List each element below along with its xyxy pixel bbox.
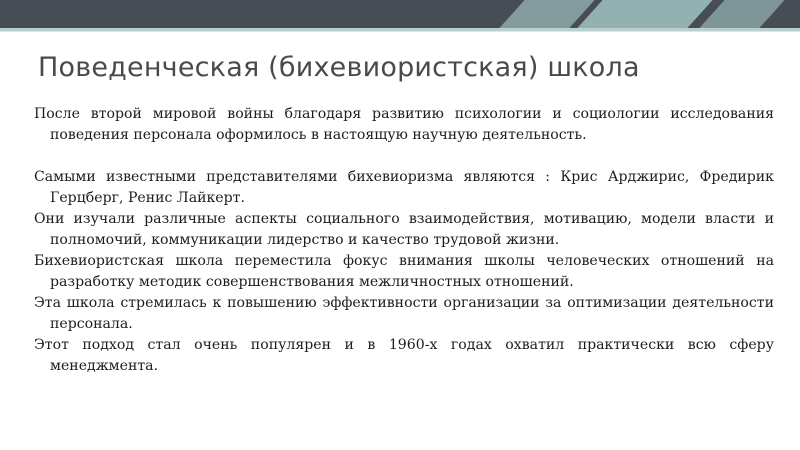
paragraph-research-topics: Они изучали различные аспекты социального взаимодействия, мотивацию, модели власти и полномочий, коммуникации лидерство и качество трудовой жизни. (34, 211, 774, 248)
slide-header-bar (0, 0, 800, 28)
paragraph-representatives: Самыми известными представителями бихевиоризма являются : Крис Арджирис, Фредирик Герцберг, Ренис Лайкерт. (34, 169, 774, 206)
paragraph-efficiency: Эта школа стремилась к повышению эффективности организации за оптимизации деятельности персонала. (34, 295, 774, 332)
paragraph-focus-shift: Бихевиористская школа переместила фокус внимания школы человеческих отношений на разработку методик совершенствования межличностных отношений. (34, 253, 774, 290)
header-accent-stripe (699, 0, 784, 28)
paragraph-post-war: После второй мировой войны благодаря развитию психологии и социологии исследования поведения персонала оформилось в настоящую научную деятельность. (34, 106, 774, 143)
header-accent-stripe (577, 0, 712, 28)
slide-title: Поведенческая (бихевиористская) школа (38, 52, 640, 83)
slide-body (34, 104, 774, 377)
paragraph-popularity: Этот подход стал очень популярен и в 1960-х годах охватил практически всю сферу менеджмента. (34, 337, 774, 374)
header-underline-shadow (0, 31, 800, 32)
